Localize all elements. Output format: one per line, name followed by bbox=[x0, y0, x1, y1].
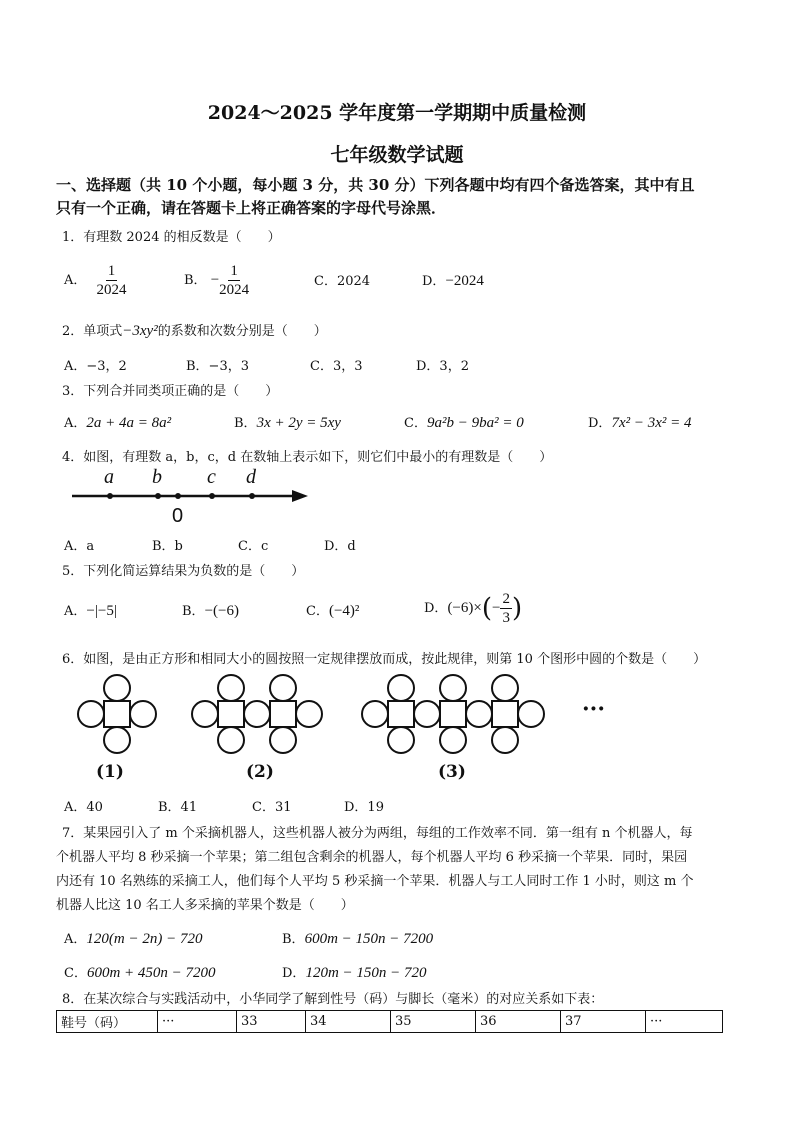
point-zero bbox=[175, 493, 181, 499]
q1-stem: 1．有理数 2024 的相反数是（ ） bbox=[62, 230, 281, 245]
fig3-square bbox=[388, 701, 414, 727]
q6-option-c: C．31 bbox=[252, 800, 292, 815]
fig2-square bbox=[270, 701, 296, 727]
q7-option-b: B．600m − 150n − 7200 bbox=[282, 931, 434, 947]
q1-option-b: B． − $\frac{1}{2024}$ bbox=[184, 263, 250, 298]
table-row bbox=[57, 1011, 723, 1033]
fig1-circle bbox=[104, 675, 130, 701]
fig2-circle bbox=[270, 727, 296, 753]
fig1-circle bbox=[104, 727, 130, 753]
fig1-square bbox=[104, 701, 130, 727]
section-heading-line2: 只有一个正确，请在答题卡上将正确答案的字母代号涂黑． bbox=[56, 199, 447, 217]
table-cell: ··· bbox=[646, 1011, 723, 1033]
label-c: c bbox=[207, 466, 216, 488]
fig3-label: (3) bbox=[438, 762, 466, 782]
q2-option-b: B．−3，3 bbox=[186, 359, 249, 374]
point-d bbox=[249, 493, 255, 499]
pattern-ellipsis: ··· bbox=[582, 696, 605, 722]
table-cell: 34 bbox=[306, 1011, 391, 1033]
point-b bbox=[155, 493, 161, 499]
number-line-arrow bbox=[292, 490, 308, 502]
q6-stem: 6．如图，是由正方形和相同大小的圆按照一定规律摆放而成，按此规律，则第 10 个图形中圆的个数是（ ） bbox=[62, 652, 707, 667]
fig2-square bbox=[218, 701, 244, 727]
q7-line4: 机器人比这 10 名工人多采摘的苹果个数是（ ） bbox=[56, 898, 354, 913]
shoe-size-table bbox=[56, 1010, 723, 1033]
q7-line1: 7．某果园引入了 m 个采摘机器人，这些机器人被分为两组，每组的工作效率不同．第一组有 n 个机器人，每 bbox=[62, 826, 693, 841]
q2-option-d: D．3，2 bbox=[416, 359, 469, 374]
fig3-circle bbox=[388, 675, 414, 701]
q3-stem: 3．下列合并同类项正确的是（ ） bbox=[62, 384, 279, 399]
label-d: d bbox=[246, 466, 256, 488]
q5-option-b: B．−(−6) bbox=[182, 603, 239, 619]
q3-option-a: A．2a + 4a = 8a² bbox=[64, 415, 172, 431]
fig3-square bbox=[492, 701, 518, 727]
fig3-circle bbox=[492, 727, 518, 753]
fig3-circle bbox=[362, 701, 388, 727]
fig3-circle bbox=[440, 727, 466, 753]
q6-option-d: D．19 bbox=[344, 800, 384, 815]
fig3-circle bbox=[388, 727, 414, 753]
q5-option-c: C．(−4)² bbox=[306, 603, 360, 619]
fig3-circle bbox=[518, 701, 544, 727]
q7-option-c: C．600m + 450n − 7200 bbox=[64, 965, 216, 981]
fig3-circle bbox=[440, 675, 466, 701]
fig2-circle bbox=[270, 675, 296, 701]
fig2-circle bbox=[218, 727, 244, 753]
table-cell: 36 bbox=[476, 1011, 561, 1033]
fig3-circle bbox=[492, 675, 518, 701]
q5-option-a: A．−|−5| bbox=[64, 603, 117, 619]
q6-option-b: B．41 bbox=[158, 800, 198, 815]
q5-option-d: D．(−6)×(− $\frac{2}{3}$ ) bbox=[424, 591, 523, 626]
q7-option-d: D．120m − 150n − 720 bbox=[282, 965, 427, 981]
fig1-circle bbox=[78, 701, 104, 727]
page-title: 2024～2025 学年度第一学期期中质量检测 bbox=[207, 102, 587, 124]
label-b: b bbox=[152, 466, 162, 488]
table-cell: 33 bbox=[237, 1011, 306, 1033]
fig1-circle bbox=[130, 701, 156, 727]
q4-option-d: D．d bbox=[324, 539, 356, 554]
fig2-circle bbox=[218, 675, 244, 701]
table-cell: 35 bbox=[391, 1011, 476, 1033]
q4-option-a: A．a bbox=[64, 539, 95, 554]
pattern-figure bbox=[60, 672, 640, 756]
fig1-label: (1) bbox=[96, 762, 124, 782]
q2-option-c: C．3，3 bbox=[310, 359, 363, 374]
q2-option-a: A．−3，2 bbox=[64, 359, 127, 374]
fig3-circle bbox=[466, 701, 492, 727]
table-cell: ··· bbox=[158, 1011, 237, 1033]
section-heading-line1: 一、选择题（共 10 个小题，每小题 3 分，共 30 分）下列各题中均有四个备选答案，其中有且 bbox=[56, 176, 695, 194]
fig3-square bbox=[440, 701, 466, 727]
page-subtitle: 七年级数学试题 bbox=[330, 144, 464, 166]
fig2-circle bbox=[296, 701, 322, 727]
point-a bbox=[107, 493, 113, 499]
q8-stem: 8．在某次综合与实践活动中，小华同学了解到性号（码）与脚长（毫米）的对应关系如下表： bbox=[62, 992, 604, 1007]
q1-option-c: C．2024 bbox=[314, 274, 371, 289]
fig2-circle bbox=[244, 701, 270, 727]
q3-option-b: B．3x + 2y = 5xy bbox=[234, 415, 341, 431]
number-line-figure bbox=[60, 462, 320, 532]
fig2-circle bbox=[192, 701, 218, 727]
q1-option-a: A． $\frac{1}{2024}$ bbox=[64, 263, 127, 298]
q3-option-d: D．7x² − 3x² = 4 bbox=[588, 415, 692, 431]
table-cell: 鞋号（码） bbox=[57, 1011, 158, 1033]
q4-option-b: B．b bbox=[152, 539, 183, 554]
q7-line2: 个机器人平均 8 秒采摘一个苹果；第二组包含剩余的机器人，每个机器人平均 6 秒采摘一个苹果．同时，果园 bbox=[56, 850, 688, 865]
q1-option-d: D．−2024 bbox=[422, 273, 484, 289]
fig2-label: (2) bbox=[246, 762, 274, 782]
fig3-circle bbox=[414, 701, 440, 727]
label-a: a bbox=[104, 466, 114, 488]
table-cell: 37 bbox=[561, 1011, 646, 1033]
q4-option-c: C．c bbox=[238, 539, 269, 554]
q3-option-c: C．9a²b − 9ba² = 0 bbox=[404, 415, 524, 431]
q5-stem: 5．下列化简运算结果为负数的是（ ） bbox=[62, 564, 305, 579]
q7-line3: 内还有 10 名熟练的采摘工人，他们每个人平均 5 秒采摘一个苹果．机器人与工人同时工作 1 小时，则这 m 个 bbox=[56, 874, 694, 889]
q6-option-a: A．40 bbox=[64, 800, 103, 815]
point-c bbox=[209, 493, 215, 499]
q7-option-a: A．120(m − 2n) − 720 bbox=[64, 931, 203, 947]
label-zero: 0 bbox=[172, 505, 184, 527]
q2-stem: 2．单项式−3xy²的系数和次数分别是（ ） bbox=[62, 323, 327, 339]
q4-stem: 4．如图，有理数 a，b，c，d 在数轴上表示如下，则它们中最小的有理数是（ ） bbox=[62, 450, 553, 465]
